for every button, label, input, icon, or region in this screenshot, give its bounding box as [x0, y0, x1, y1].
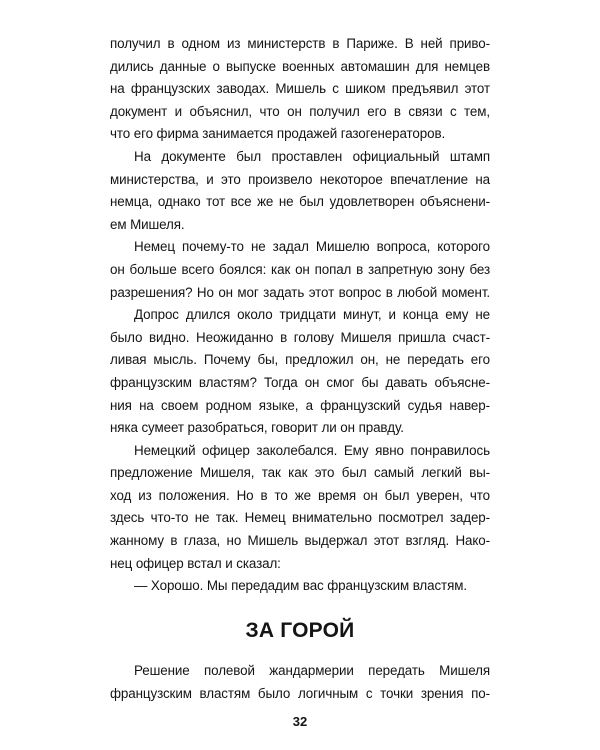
text-line: Допрос длился около тридцати минут, и конца ему не [134, 307, 490, 323]
text-line: было видно. Неожиданно в голову Мишеля пришла счаст- [110, 329, 490, 345]
body-text [110, 33, 490, 598]
text-line: ливая мысль. Почему бы, предложил он, не передать его [110, 352, 490, 368]
text-line: разрешения? Но он мог задать этот вопрос в любой момент. [110, 284, 490, 300]
text-line: министерства, и это произвело некоторое впечатление на [110, 171, 490, 187]
text-line: на французских заводах. Мишель с шиком предъявил этот [110, 81, 490, 97]
text-line: дились данные о выпуске военных автомашин для немцев [110, 58, 490, 74]
text-line: ход из положения. Но в то же время он был уверен, что [110, 487, 490, 503]
text-line: няка сумеет разобраться, говорит ли он правду. [110, 420, 404, 436]
text-line: получил в одном из министерств в Париже. В ней приво- [110, 36, 490, 51]
text-line: ем Мишеля. [110, 216, 185, 232]
text-line: французским властям? Тогда он смог бы давать объясне- [110, 374, 490, 390]
text-line: жанному в глаза, но Мишель выдержал этот взгляд. Нако- [110, 533, 490, 549]
text-line: здесь что-то не так. Немец внимательно посмотрел задер- [110, 510, 490, 526]
text-line: — Хорошо. Мы передадим вас французским властям. [134, 578, 467, 594]
text-line: нец офицер встал и сказал: [110, 555, 281, 571]
text-line: На документе был проставлен официальный штамп [134, 148, 490, 164]
text-line: французским властям было логичным с точки зрения по- [110, 685, 490, 701]
text-line: он больше всего боялся: как он попал в запретную зону без [110, 261, 490, 277]
text-line: ния на своем родном языке, а французский судья навер- [110, 397, 490, 413]
text-line: предложение Мишеля, так как это был самый легкий вы- [110, 465, 490, 481]
chapter-body-text [110, 660, 490, 705]
page-number: 32 [292, 714, 308, 729]
text-line: Немец почему-то не задал Мишелю вопроса, которого [134, 239, 490, 255]
text-line: что его фирма занимается продажей газогенераторов. [110, 126, 446, 142]
text-line: Немецкий офицер заколебался. Ему явно понравилось [134, 442, 490, 458]
text-line: документ и объяснил, что он получил его в связи с тем, [110, 103, 490, 119]
text-line: Решение полевой жандармерии передать Мишеля [134, 663, 490, 678]
text-line: немца, однако тот все же не был удовлетворен объяснени- [110, 194, 490, 210]
chapter-heading: ЗА ГОРОЙ [245, 619, 355, 642]
